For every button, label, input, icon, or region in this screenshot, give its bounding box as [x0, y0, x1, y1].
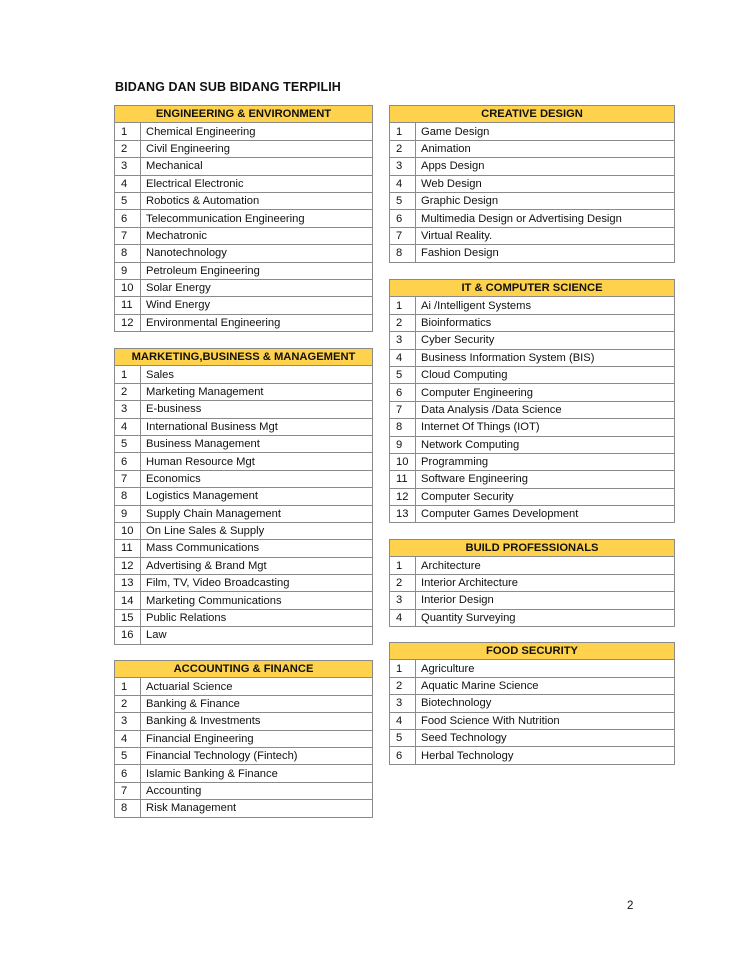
table-row — [115, 453, 373, 470]
row-label: E-business — [141, 401, 373, 418]
row-number: 2 — [390, 677, 416, 694]
table-row — [115, 678, 373, 695]
table-row — [115, 140, 373, 157]
row-number: 2 — [390, 140, 416, 157]
table-row — [115, 123, 373, 140]
row-number: 3 — [115, 401, 141, 418]
row-number: 4 — [390, 349, 416, 366]
row-number: 10 — [115, 522, 141, 539]
row-number: 1 — [115, 366, 141, 383]
row-label: Multimedia Design or Advertising Design — [416, 210, 675, 227]
row-number: 16 — [115, 627, 141, 644]
table-row — [115, 470, 373, 487]
row-number: 6 — [390, 384, 416, 401]
table-row — [390, 210, 675, 227]
row-number: 6 — [115, 453, 141, 470]
row-number: 10 — [390, 453, 416, 470]
row-label: Computer Games Development — [416, 506, 675, 523]
table-row — [390, 192, 675, 209]
row-label: Animation — [416, 140, 675, 157]
table-header: MARKETING,BUSINESS & MANAGEMENT — [115, 349, 373, 366]
table-row — [390, 677, 675, 694]
row-label: Petroleum Engineering — [141, 262, 373, 279]
row-number: 9 — [115, 505, 141, 522]
row-number: 11 — [115, 297, 141, 314]
table-header: ENGINEERING & ENVIRONMENT — [115, 106, 373, 123]
row-number: 5 — [115, 747, 141, 764]
table-row — [390, 123, 675, 140]
table-row — [390, 332, 675, 349]
creative-design-table — [389, 105, 675, 263]
row-label: Financial Technology (Fintech) — [141, 747, 373, 764]
row-label: Financial Engineering — [141, 730, 373, 747]
row-number: 2 — [115, 383, 141, 400]
row-number: 1 — [390, 123, 416, 140]
row-number: 3 — [115, 158, 141, 175]
row-label: Quantity Surveying — [416, 609, 675, 626]
table-row — [390, 175, 675, 192]
row-label: Seed Technology — [416, 729, 675, 746]
table-row — [390, 660, 675, 677]
table-row — [390, 349, 675, 366]
row-number: 5 — [115, 435, 141, 452]
row-label: Advertising & Brand Mgt — [141, 557, 373, 574]
page-number: 2 — [627, 900, 634, 912]
table-row — [390, 419, 675, 436]
row-number: 4 — [390, 609, 416, 626]
row-number: 7 — [115, 470, 141, 487]
row-label: Architecture — [416, 557, 675, 574]
table-header: FOOD SECURITY — [390, 643, 675, 660]
row-number: 7 — [390, 401, 416, 418]
row-number: 6 — [115, 765, 141, 782]
table-row — [390, 729, 675, 746]
row-number: 11 — [390, 471, 416, 488]
row-label: Ai /Intelligent Systems — [416, 297, 675, 314]
row-number: 10 — [115, 279, 141, 296]
row-label: Bioinformatics — [416, 314, 675, 331]
row-label: Agriculture — [416, 660, 675, 677]
it-computer-science-table — [389, 279, 675, 523]
row-label: Wind Energy — [141, 297, 373, 314]
table-row — [390, 471, 675, 488]
row-number: 8 — [115, 245, 141, 262]
table-row — [115, 245, 373, 262]
row-label: Cyber Security — [416, 332, 675, 349]
table-row — [390, 384, 675, 401]
row-number: 4 — [115, 175, 141, 192]
row-label: On Line Sales & Supply — [141, 522, 373, 539]
table-row — [390, 297, 675, 314]
row-label: Public Relations — [141, 609, 373, 626]
row-number: 8 — [390, 245, 416, 262]
row-label: Herbal Technology — [416, 747, 675, 764]
row-number: 3 — [390, 332, 416, 349]
row-number: 3 — [390, 695, 416, 712]
row-label: Mechanical — [141, 158, 373, 175]
table-row — [115, 401, 373, 418]
table-row — [390, 695, 675, 712]
row-number: 8 — [390, 419, 416, 436]
row-number: 12 — [390, 488, 416, 505]
row-number: 5 — [115, 192, 141, 209]
row-number: 3 — [390, 158, 416, 175]
row-label: Robotics & Automation — [141, 192, 373, 209]
row-number: 4 — [390, 712, 416, 729]
row-number: 4 — [115, 418, 141, 435]
row-label: Economics — [141, 470, 373, 487]
table-row — [115, 557, 373, 574]
row-label: Business Information System (BIS) — [416, 349, 675, 366]
table-row — [115, 418, 373, 435]
table-row — [390, 401, 675, 418]
table-row — [115, 314, 373, 331]
food-security-table — [389, 642, 675, 765]
row-label: Marketing Management — [141, 383, 373, 400]
row-number: 6 — [390, 747, 416, 764]
row-label: Law — [141, 627, 373, 644]
table-row — [115, 522, 373, 539]
row-number: 1 — [390, 660, 416, 677]
table-row — [390, 227, 675, 244]
table-row — [115, 765, 373, 782]
table-row — [390, 557, 675, 574]
row-label: Electrical Electronic — [141, 175, 373, 192]
row-label: Apps Design — [416, 158, 675, 175]
row-label: Banking & Finance — [141, 695, 373, 712]
row-label: Environmental Engineering — [141, 314, 373, 331]
table-row — [390, 592, 675, 609]
table-row — [390, 712, 675, 729]
table-row — [390, 747, 675, 764]
table-row — [115, 609, 373, 626]
row-number: 2 — [115, 140, 141, 157]
row-number: 12 — [115, 314, 141, 331]
table-row — [115, 730, 373, 747]
row-number: 4 — [390, 175, 416, 192]
row-label: International Business Mgt — [141, 418, 373, 435]
row-label: Chemical Engineering — [141, 123, 373, 140]
row-label: Solar Energy — [141, 279, 373, 296]
table-header: IT & COMPUTER SCIENCE — [390, 280, 675, 297]
row-number: 2 — [115, 695, 141, 712]
row-label: Marketing Communications — [141, 592, 373, 609]
row-label: Mechatronic — [141, 227, 373, 244]
row-number: 8 — [115, 800, 141, 817]
table-header: CREATIVE DESIGN — [390, 106, 675, 123]
row-label: Software Engineering — [416, 471, 675, 488]
row-number: 3 — [115, 713, 141, 730]
table-row — [390, 574, 675, 591]
table-row — [115, 297, 373, 314]
table-row — [115, 175, 373, 192]
row-label: Virtual Reality. — [416, 227, 675, 244]
row-number: 5 — [390, 366, 416, 383]
row-label: Logistics Management — [141, 488, 373, 505]
row-number: 7 — [390, 227, 416, 244]
row-number: 2 — [390, 314, 416, 331]
table-row — [115, 505, 373, 522]
table-row — [390, 609, 675, 626]
table-row — [390, 314, 675, 331]
table-header: ACCOUNTING & FINANCE — [115, 661, 373, 678]
table-row — [115, 227, 373, 244]
table-row — [115, 800, 373, 817]
table-row — [390, 366, 675, 383]
table-row — [390, 453, 675, 470]
row-number: 7 — [115, 227, 141, 244]
row-label: Risk Management — [141, 800, 373, 817]
page-title: BIDANG DAN SUB BIDANG TERPILIH — [115, 80, 341, 94]
row-label: Sales — [141, 366, 373, 383]
row-number: 13 — [115, 575, 141, 592]
accounting-finance-table — [114, 660, 373, 818]
table-row — [115, 158, 373, 175]
row-label: Computer Security — [416, 488, 675, 505]
row-number: 5 — [390, 192, 416, 209]
row-number: 2 — [390, 574, 416, 591]
row-number: 4 — [115, 730, 141, 747]
table-row — [115, 366, 373, 383]
row-label: Human Resource Mgt — [141, 453, 373, 470]
table-header: BUILD PROFESSIONALS — [390, 540, 675, 557]
build-professionals-table — [389, 539, 675, 627]
table-row — [390, 488, 675, 505]
marketing-business-management-table — [114, 348, 373, 645]
table-row — [115, 627, 373, 644]
row-label: Islamic Banking & Finance — [141, 765, 373, 782]
row-label: Cloud Computing — [416, 366, 675, 383]
row-label: Telecommunication Engineering — [141, 210, 373, 227]
row-label: Supply Chain Management — [141, 505, 373, 522]
table-row — [115, 782, 373, 799]
table-row — [115, 747, 373, 764]
row-number: 6 — [390, 210, 416, 227]
row-label: Internet Of Things (IOT) — [416, 419, 675, 436]
row-label: Banking & Investments — [141, 713, 373, 730]
row-number: 13 — [390, 506, 416, 523]
table-row — [115, 279, 373, 296]
row-label: Network Computing — [416, 436, 675, 453]
row-number: 5 — [390, 729, 416, 746]
table-row — [390, 506, 675, 523]
row-label: Programming — [416, 453, 675, 470]
row-label: Aquatic Marine Science — [416, 677, 675, 694]
engineering-environment-table — [114, 105, 373, 332]
table-row — [390, 245, 675, 262]
row-number: 15 — [115, 609, 141, 626]
row-number: 8 — [115, 488, 141, 505]
row-number: 3 — [390, 592, 416, 609]
row-number: 7 — [115, 782, 141, 799]
row-number: 1 — [115, 123, 141, 140]
row-label: Film, TV, Video Broadcasting — [141, 575, 373, 592]
table-row — [390, 140, 675, 157]
table-row — [390, 436, 675, 453]
table-row — [115, 575, 373, 592]
table-row — [115, 713, 373, 730]
row-number: 1 — [115, 678, 141, 695]
row-number: 11 — [115, 540, 141, 557]
row-number: 6 — [115, 210, 141, 227]
row-label: Game Design — [416, 123, 675, 140]
row-label: Data Analysis /Data Science — [416, 401, 675, 418]
row-number: 14 — [115, 592, 141, 609]
row-label: Mass Communications — [141, 540, 373, 557]
row-number: 1 — [390, 557, 416, 574]
row-label: Biotechnology — [416, 695, 675, 712]
row-label: Interior Architecture — [416, 574, 675, 591]
row-label: Food Science With Nutrition — [416, 712, 675, 729]
table-row — [115, 383, 373, 400]
table-row — [115, 592, 373, 609]
table-row — [115, 488, 373, 505]
row-label: Accounting — [141, 782, 373, 799]
row-number: 1 — [390, 297, 416, 314]
table-row — [115, 192, 373, 209]
row-label: Nanotechnology — [141, 245, 373, 262]
table-row — [115, 540, 373, 557]
table-row — [390, 158, 675, 175]
table-row — [115, 210, 373, 227]
row-label: Civil Engineering — [141, 140, 373, 157]
row-number: 9 — [390, 436, 416, 453]
table-row — [115, 262, 373, 279]
row-number: 12 — [115, 557, 141, 574]
row-label: Computer Engineering — [416, 384, 675, 401]
table-row — [115, 435, 373, 452]
row-label: Actuarial Science — [141, 678, 373, 695]
row-label: Interior Design — [416, 592, 675, 609]
row-label: Graphic Design — [416, 192, 675, 209]
table-row — [115, 695, 373, 712]
row-number: 9 — [115, 262, 141, 279]
row-label: Web Design — [416, 175, 675, 192]
row-label: Business Management — [141, 435, 373, 452]
row-label: Fashion Design — [416, 245, 675, 262]
